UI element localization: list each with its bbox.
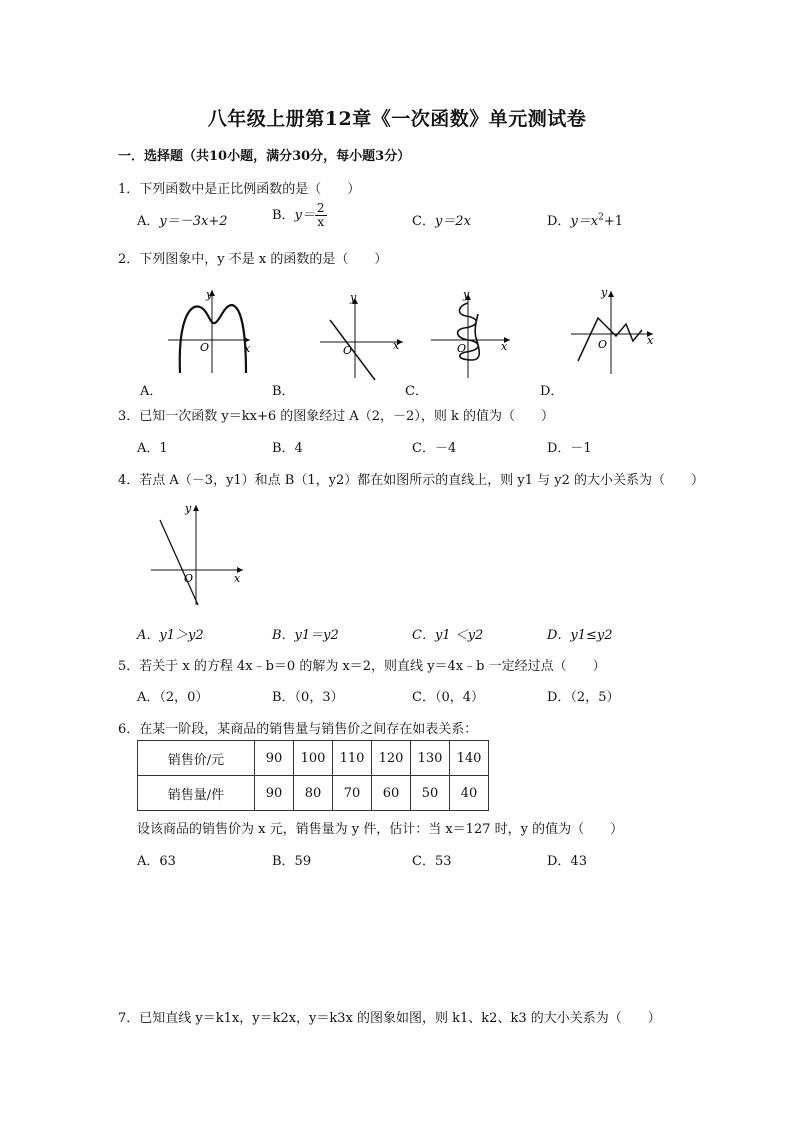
table-cell: 70 [333, 776, 372, 811]
origin-label: O [457, 342, 467, 355]
fraction [315, 202, 327, 229]
table-cell: 130 [411, 741, 450, 776]
option-label: B． [272, 208, 295, 223]
origin-label: O [200, 341, 210, 354]
option-text-prefix: y＝ [294, 208, 315, 223]
origin-label: O [343, 344, 353, 357]
q3-option-b[interactable]: B．4 [272, 441, 303, 456]
question-4-stem: 4．若点 A（－3，y1）和点 B（1，y2）都在如图所示的直线上，则 y1 与 y2 的大小关系为（ ） [118, 473, 705, 488]
option-label: A． [137, 214, 160, 229]
q4-option-b[interactable]: B．y1＝y2 [272, 628, 339, 643]
table-cell: 80 [294, 776, 333, 811]
table-cell: 50 [411, 776, 450, 811]
q6-option-a[interactable]: A．63 [137, 854, 176, 869]
table-cell: 140 [450, 741, 489, 776]
axis-label-x: x [393, 339, 400, 352]
q2-option-c[interactable]: C． [405, 384, 428, 399]
q4-option-c[interactable]: C．y1 ＜y2 [412, 628, 484, 643]
fraction-denominator: x [317, 215, 325, 229]
option-label: D． [547, 214, 571, 229]
axis-label-y: y [350, 291, 357, 304]
q1-option-b[interactable] [272, 202, 327, 229]
table-cell: 60 [372, 776, 411, 811]
table-cell: 40 [450, 776, 489, 811]
q5-option-b[interactable]: B．（0，3） [272, 690, 344, 705]
q4-option-a[interactable]: A．y1＞y2 [137, 628, 204, 643]
q3-option-c[interactable]: C．－4 [412, 441, 457, 456]
option-label: C． [412, 214, 435, 229]
q1-option-a[interactable] [137, 210, 228, 229]
option-text-suffix: +1 [603, 214, 624, 229]
q2-graph-c [428, 288, 518, 383]
axis-label-x: x [244, 342, 251, 355]
q4-option-d[interactable]: D．y1≤y2 [547, 628, 613, 643]
axis-label-y: y [185, 502, 192, 515]
q2-option-d[interactable]: D． [540, 384, 564, 399]
q2-graph-b [315, 290, 410, 385]
question-5-stem: 5．若关于 x 的方程 4x﹣b＝0 的解为 x＝2，则直线 y＝4x﹣b 一定经过点（ ） [118, 659, 606, 674]
q3-option-d[interactable]: D．－1 [547, 441, 592, 456]
axis-label-y: y [463, 288, 470, 301]
q5-option-c[interactable]: C．（0，4） [412, 690, 484, 705]
question-1-stem: 1．下列函数中是正比例函数的是（ ） [118, 182, 361, 197]
question-2-stem: 2．下列图象中，y 不是 x 的函数的是（ ） [118, 252, 388, 267]
question-3-stem: 3．已知一次函数 y＝kx+6 的图象经过 A（2，－2），则 k 的值为（ ） [118, 409, 554, 424]
question-7-stem: 7．已知直线 y＝k1x，y＝k2x，y＝k3x 的图象如图，则 k1、k2、k3 的大小关系为（ ） [118, 1011, 661, 1026]
q3-option-a[interactable]: A．1 [137, 441, 168, 456]
option-text: y＝－3x+2 [159, 214, 228, 229]
q6-option-b[interactable]: B．59 [272, 854, 312, 869]
section-heading: 一．选择题（共10小题，满分30分，每小题3分） [118, 149, 411, 164]
q5-option-d[interactable]: D．（2，5） [547, 690, 620, 705]
q2-graph-d [568, 286, 663, 378]
table-row-header: 销售价/元 [138, 741, 255, 776]
axis-label-x: x [234, 572, 241, 585]
axis-label-x: x [647, 334, 654, 347]
q5-option-a[interactable]: A．（2，0） [137, 690, 209, 705]
question-6-followup: 设该商品的销售价为 x 元，销售量为 y 件，估计：当 x＝127 时，y 的值为（ ） [137, 822, 624, 837]
origin-label: O [598, 338, 608, 351]
table-row [138, 741, 489, 776]
option-text-superscript: 2 [598, 212, 604, 223]
table-cell: 90 [255, 741, 294, 776]
table-cell: 100 [294, 741, 333, 776]
q1-option-d[interactable] [547, 210, 623, 229]
axis-label-x: x [501, 340, 508, 353]
q4-line-graph [148, 500, 248, 610]
table-row-header: 销售量/件 [138, 776, 255, 811]
table-cell: 90 [255, 776, 294, 811]
table-row [138, 776, 489, 811]
table-cell: 110 [333, 741, 372, 776]
axis-label-y: y [601, 286, 608, 299]
q1-option-c[interactable] [412, 210, 471, 229]
q2-graph-a [160, 285, 255, 375]
q2-option-b[interactable]: B． [272, 384, 295, 399]
option-text-prefix: y＝x [570, 214, 599, 229]
fraction-numerator: 2 [316, 201, 325, 215]
question-6-stem: 6．在某一阶段，某商品的销售量与销售价之间存在如表关系： [118, 722, 478, 737]
origin-label: O [184, 572, 194, 585]
option-text: y＝2x [434, 214, 471, 229]
q6-option-d[interactable]: D．43 [547, 854, 587, 869]
page-title: 八年级上册第12章《一次函数》单元测试卷 [207, 108, 587, 130]
q2-option-a[interactable]: A． [140, 384, 163, 399]
table-cell: 120 [372, 741, 411, 776]
axis-label-y: y [206, 288, 213, 301]
q6-option-c[interactable]: C．53 [412, 854, 452, 869]
sales-table [137, 740, 489, 811]
